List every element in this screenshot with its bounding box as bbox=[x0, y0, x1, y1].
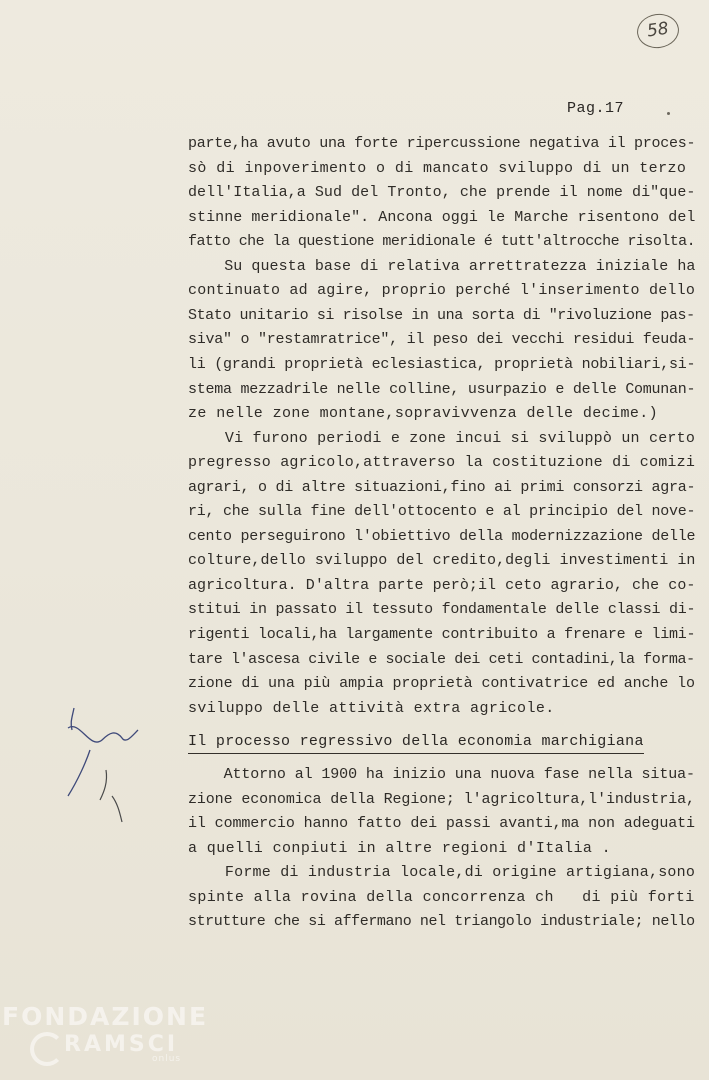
ink-dot bbox=[667, 112, 670, 115]
text-line: pregresso agricolo,attraverso la costituzione di comizi bbox=[188, 454, 696, 472]
text-line: ze nelle zone montane,sopravivvenza delle decime.) bbox=[188, 405, 659, 423]
text-line: parte,ha avuto una forte ripercussione negativa il proces- bbox=[188, 135, 696, 152]
text-line: tare l'ascesa civile e sociale dei ceti contadini,la forma- bbox=[188, 650, 695, 668]
section-heading: Il processo regressivo della economia marchigiana bbox=[188, 731, 644, 754]
text-line: rigenti locali,ha largamente contribuito a frenare e limi- bbox=[188, 626, 696, 643]
text-line: cento perseguirono l'obiettivo della modernizzazione delle bbox=[188, 527, 696, 545]
watermark-onlus: onlus bbox=[152, 1054, 182, 1064]
text-line: strutture che si affermano nel triangolo industriale; nello bbox=[188, 913, 695, 930]
text-line: Forme di industria locale,di origine artigiana,sono bbox=[188, 864, 696, 881]
text-line: spinte alla rovina della concorrenza ch di più forti bbox=[188, 888, 695, 906]
text-line: il commercio hanno fatto dei passi avanti,ma non adeguati bbox=[188, 815, 695, 832]
text-line: Stato unitario si risolse in una sorta di "rivoluzione pas- bbox=[188, 306, 695, 324]
text-line: Attorno al 1900 ha inizio una nuova fase nella situa- bbox=[188, 766, 695, 783]
text-line: sò di inpoverimento o di mancato sviluppo di un terzo bbox=[188, 159, 687, 177]
text-line: continuato ad agire, proprio perché l'inserimento dello bbox=[188, 282, 696, 300]
text-line: stitui in passato il tessuto fondamentale delle classi di- bbox=[188, 601, 696, 619]
watermark-g-logo-icon bbox=[30, 1032, 64, 1066]
text-line: ri, che sulla fine dell'ottocento e al principio del nove- bbox=[188, 503, 696, 521]
text-line: li (grandi proprietà eclesiastica, proprietà nobiliari,si- bbox=[188, 355, 696, 373]
text-line: Su questa base di relativa arrettratezza iniziale ha bbox=[188, 257, 696, 275]
text-line: dell'Italia,a Sud del Tronto, che prende il nome di"que- bbox=[188, 184, 696, 202]
text-line: zione di una più ampia proprietà contivatrice ed anche lo bbox=[188, 675, 695, 693]
text-line: sviluppo delle attività extra agricole. bbox=[188, 699, 555, 717]
text-line: siva" o "restamratrice", il peso dei vecchi residui feuda- bbox=[188, 331, 696, 349]
page-label: Pag.17 bbox=[567, 100, 625, 117]
text-line: zione economica della Regione; l'agricoltura,l'industria, bbox=[188, 790, 695, 808]
text-line: agrari, o di altre situazioni,fino ai primi consorzi agra- bbox=[188, 478, 696, 496]
handwritten-mark-icon bbox=[60, 700, 150, 830]
watermark-line2: RAMSCI bbox=[64, 1032, 179, 1057]
stamp-number: 58 bbox=[645, 18, 670, 42]
watermark-line1: FONDAZIONE bbox=[2, 1002, 209, 1031]
text-line: stema mezzadrile nelle colline, usurpazio e delle Comunan- bbox=[188, 380, 696, 398]
text-line: fatto che la questione meridionale é tutt'altrocche risolta. bbox=[188, 233, 696, 251]
page-number-stamp bbox=[635, 11, 681, 51]
text-line: agricoltura. D'altra parte però;il ceto agrario, che co- bbox=[188, 576, 696, 594]
text-line: stinne meridionale". Ancona oggi le Marche risentono del bbox=[188, 208, 696, 226]
text-line: a quelli conpiuti in altre regioni d'Italia . bbox=[188, 839, 612, 857]
fondazione-gramsci-watermark bbox=[2, 1002, 212, 1072]
text-line: colture,dello sviluppo del credito,degli investimenti in bbox=[188, 552, 696, 570]
text-line: Vi furono periodi e zone incui si sviluppò un certo bbox=[188, 429, 696, 447]
